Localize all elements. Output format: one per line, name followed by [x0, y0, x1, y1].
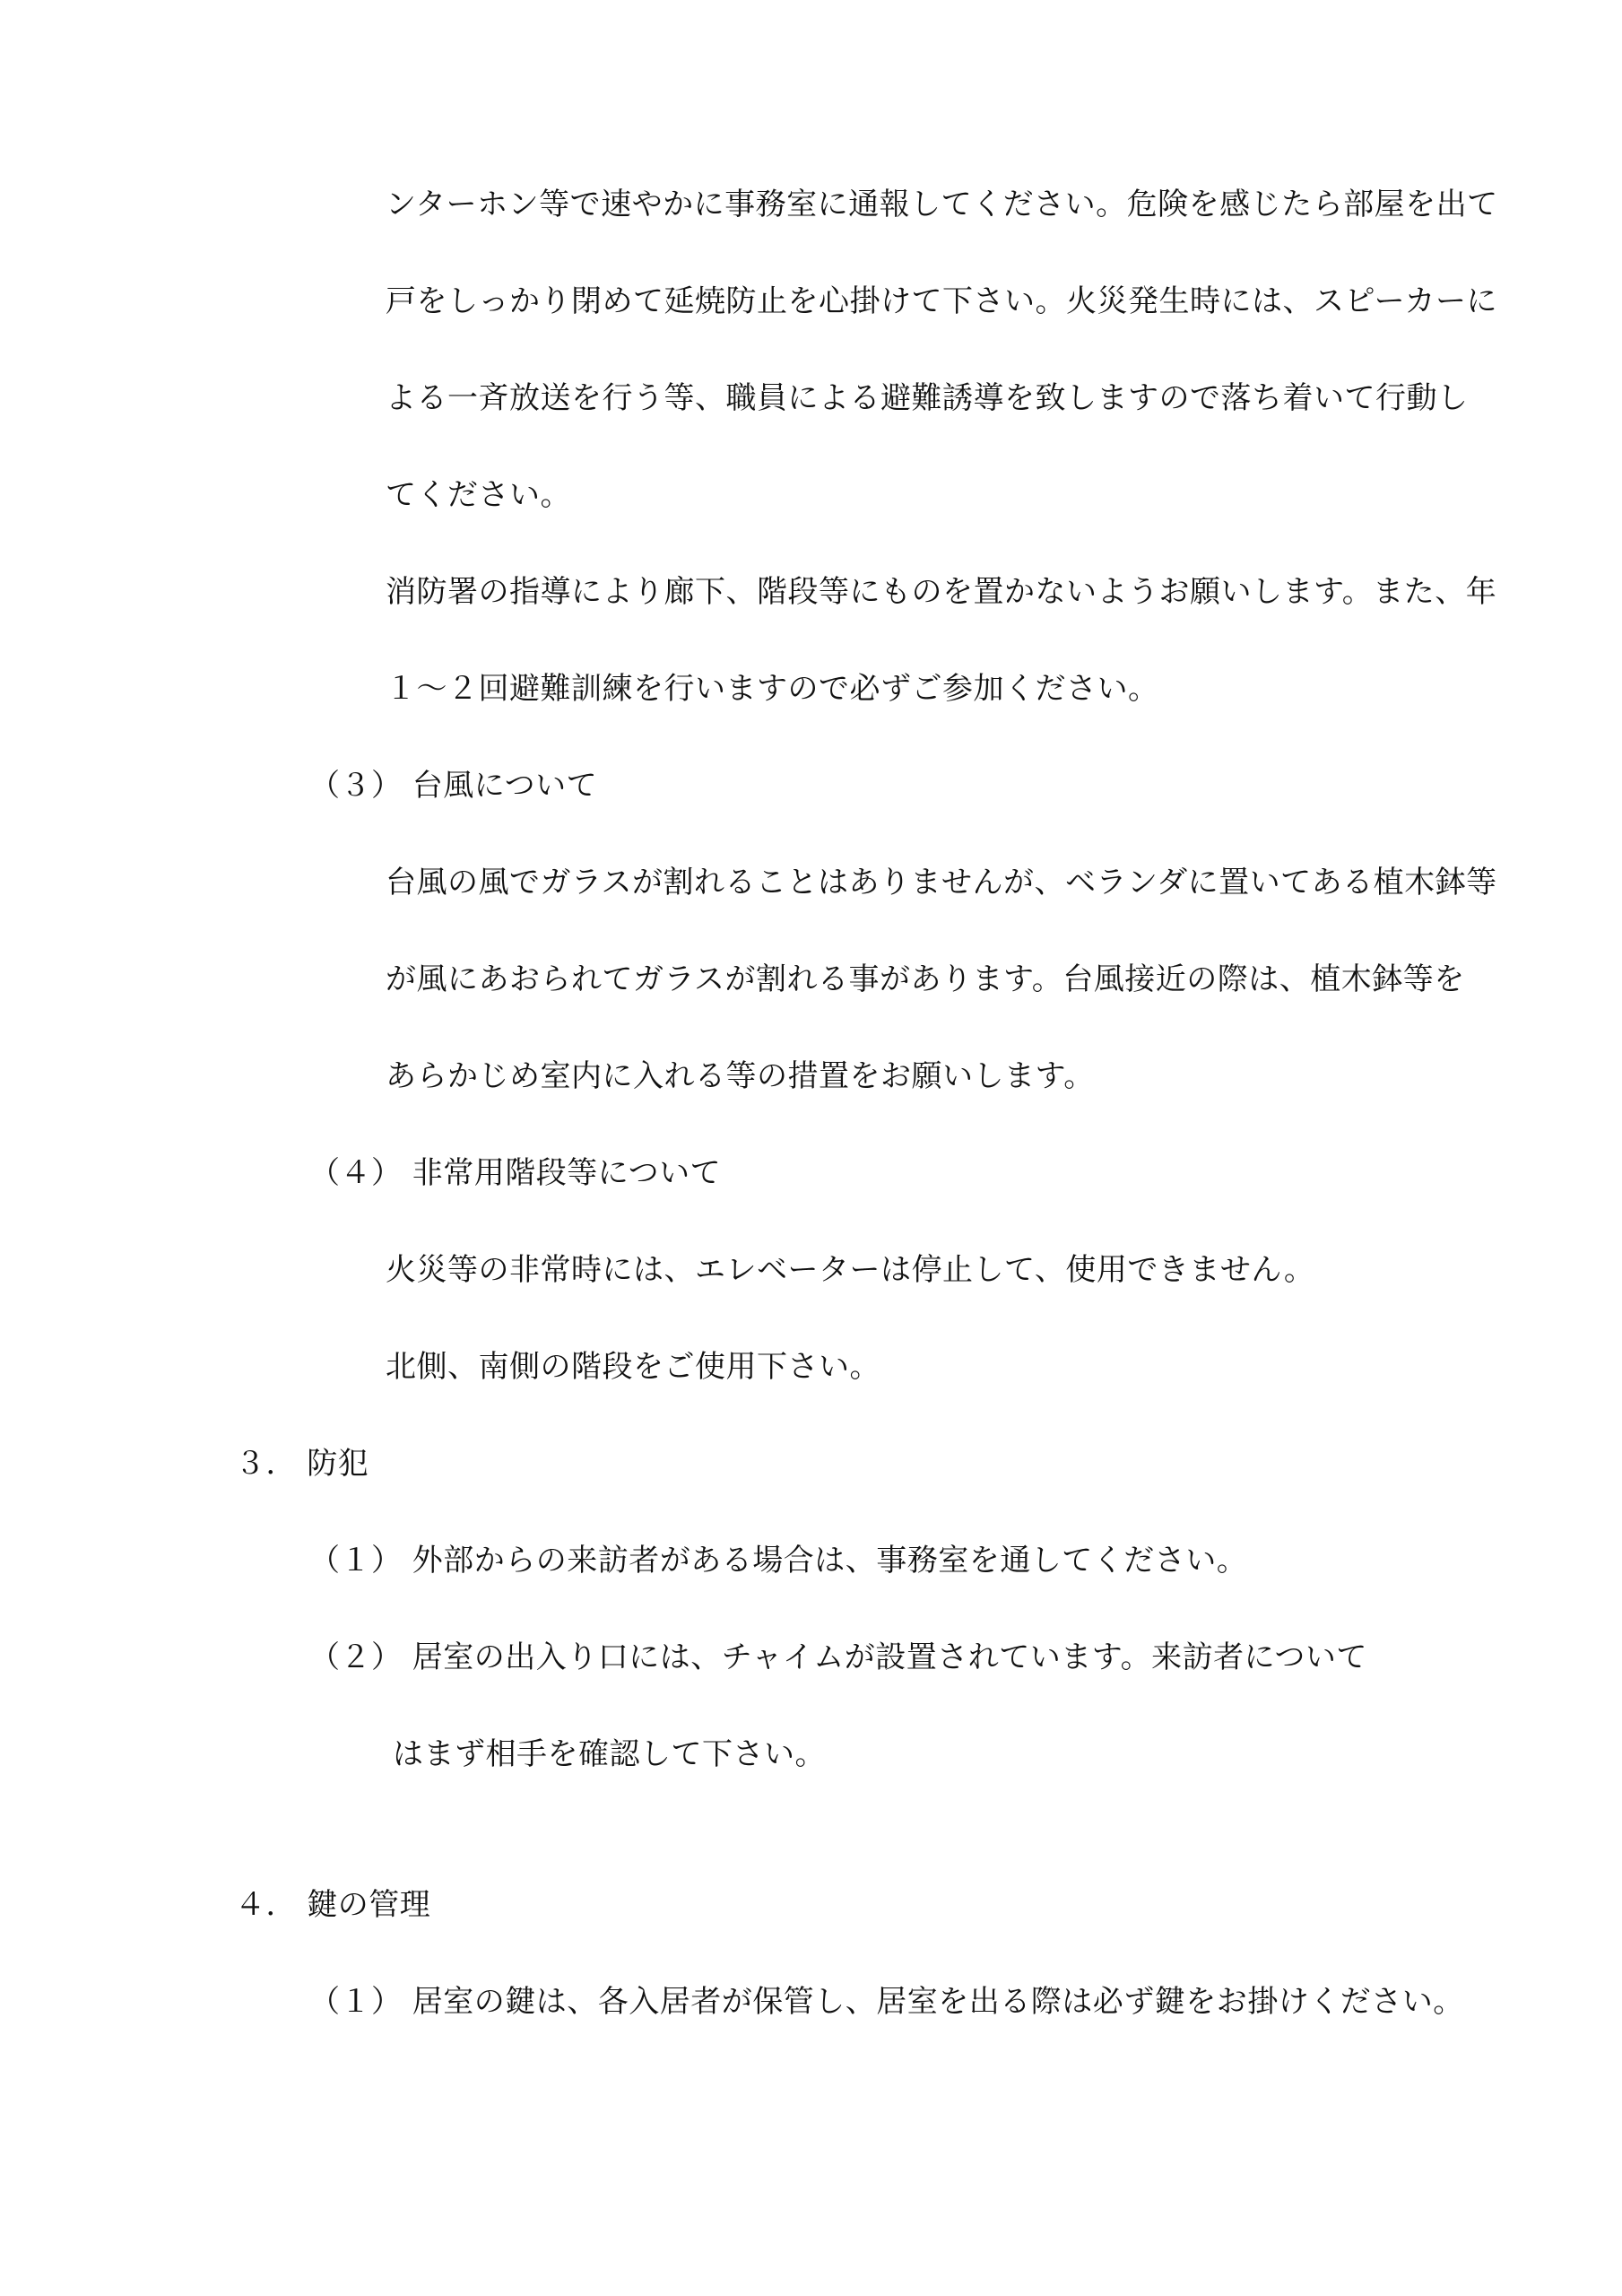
- key-management-item-1: （１） 居室の鍵は、各入居者が保管し、居室を出る際は必ず鍵をお掛けください。: [309, 1984, 1464, 2020]
- fire-paragraph-line-3: よる一斉放送を行う等、職員による避難誘導を致しますので落ち着いて行動し: [386, 380, 1469, 416]
- typhoon-line-3: あらかじめ室内に入れる等の措置をお願いします。: [386, 1058, 1095, 1094]
- crime-prevention-item-1: （１） 外部からの来訪者がある場合は、事務室を通してください。: [309, 1543, 1248, 1578]
- fire-paragraph-line-4: てください。: [386, 477, 571, 513]
- crime-prevention-heading: ３． 防犯: [235, 1446, 369, 1482]
- typhoon-heading: （３） 台風について: [309, 768, 598, 804]
- fire-paragraph-line-2: 戸をしっかり閉めて延焼防止を心掛けて下さい。火災発生時には、スピーカーに: [386, 283, 1497, 319]
- fire-paragraph2-line-1: 消防署の指導により廊下、階段等にものを置かないようお願いします。また、年: [386, 574, 1497, 610]
- crime-prevention-item-2-continued: はまず相手を確認して下さい。: [393, 1736, 826, 1772]
- stairs-line-1: 火災等の非常時には、エレベーターは停止して、使用できません。: [386, 1252, 1315, 1288]
- fire-paragraph2-line-2: １～２回避難訓練を行いますので必ずご参加ください。: [386, 671, 1159, 707]
- typhoon-line-1: 台風の風でガラスが割れることはありませんが、ベランダに置いてある植木鉢等: [386, 865, 1497, 900]
- typhoon-line-2: が風にあおられてガラスが割れる事があります。台風接近の際は、植木鉢等を: [386, 961, 1465, 997]
- stairs-line-2: 北側、南側の階段をご使用下さい。: [386, 1349, 880, 1385]
- fire-paragraph-line-1: ンターホン等で速やかに事務室に通報してください。危険を感じたら部屋を出て: [386, 187, 1498, 222]
- stairs-heading: （４） 非常用階段等について: [309, 1155, 722, 1191]
- crime-prevention-item-2: （２） 居室の出入り口には、チャイムが設置されています。来訪者について: [309, 1639, 1367, 1675]
- key-management-heading: ４． 鍵の管理: [235, 1887, 431, 1923]
